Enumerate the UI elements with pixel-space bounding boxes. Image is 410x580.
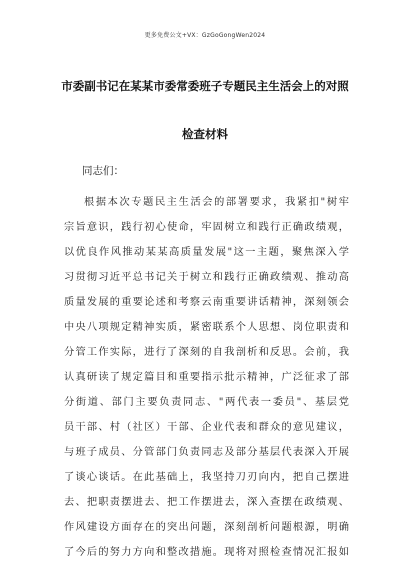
- body-line: 以优良作风推动某某高质量发展"这一主题，聚焦深入学: [64, 247, 349, 258]
- salutation: 同志们：: [82, 165, 124, 177]
- body-line: 去、把职责摆进去、把工作摆进去，深入查摆在政绩观、: [64, 497, 349, 508]
- body-line: 认真研读了规定篇目和重要指示批示精神，广泛征求了部: [64, 372, 349, 383]
- body-line: 分街道、部门主要负责同志、"两代表一委员"、基层党: [64, 397, 349, 408]
- body-line: 分管工作实际，进行了深刻的自我剖析和反思。会前，我: [64, 347, 349, 358]
- body-line: 中央八项规定精神实质，紧密联系个人思想、岗位职责和: [64, 322, 349, 333]
- body-line: 质量发展的重要论述和考察云南重要讲话精神，深刻领会: [64, 297, 349, 308]
- body-line: 宗旨意识，践行初心使命，牢固树立和践行正确政绩观，: [64, 222, 349, 233]
- body-line: 员干部、村（社区）干部、企业代表和群众的意见建议，: [64, 422, 349, 433]
- body-line: 与班子成员、分管部门负责同志及部分基层代表深入开展: [64, 447, 349, 458]
- body-line: 作风建设方面存在的突出问题，深刻剖析问题根源，明确: [64, 522, 349, 533]
- document-title-line-2: 检查材料: [182, 127, 228, 141]
- body-line: 了谈心谈话。在此基础上，我坚持刀刃向内，把自己摆进: [64, 472, 349, 483]
- body-line: 了今后的努力方向和整改措施。现将对照检查情况汇报如: [64, 547, 349, 558]
- body-line: 习贯彻习近平总书记关于树立和践行正确政绩观、推动高: [64, 272, 349, 283]
- header-note: 更多免费公文+VX：GzGoGongWen2024: [144, 32, 266, 39]
- body-line: 根据本次专题民主生活会的部署要求，我紧扣"树牢: [84, 197, 349, 208]
- document-title-line-1: 市委副书记在某某市委常委班子专题民主生活会上的对照: [61, 79, 349, 93]
